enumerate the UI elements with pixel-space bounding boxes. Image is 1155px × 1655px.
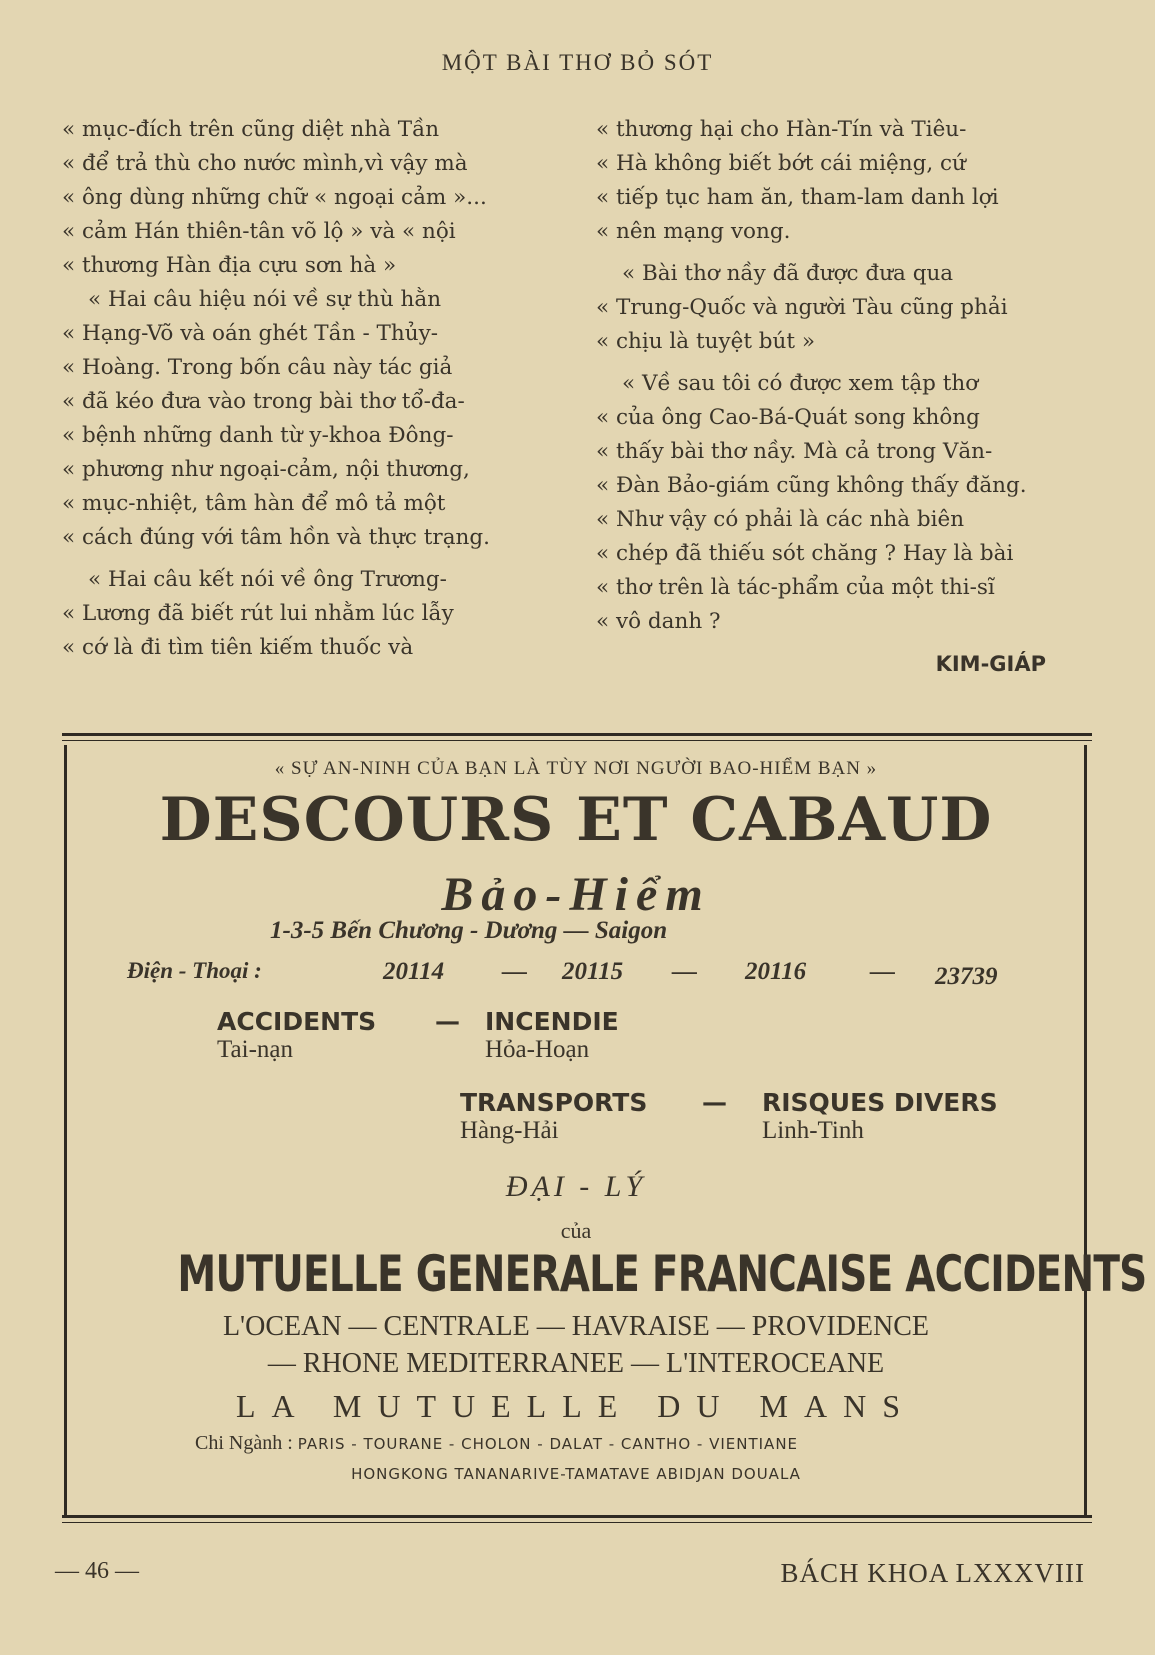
ad-slogan: « SỰ AN-NINH CỦA BẠN LÀ TÙY NƠI NGƯỜI BAO-HIỂM BẠN » — [274, 758, 878, 779]
ad-brand-name: DESCOURS ET CABAUD — [159, 785, 993, 855]
ad-bottom-rule-inner — [62, 1522, 1092, 1523]
ad-category-transports — [460, 1088, 647, 1145]
text-line: « mục-đích trên cũng diệt nhà Tần — [62, 117, 440, 142]
text-line: « thương Hàn địa cựu sơn hà » — [62, 253, 397, 278]
category-fr: RISQUES DIVERS — [762, 1088, 998, 1117]
category-vn: Hỏa-Hoạn — [485, 1036, 590, 1063]
left-text-column — [62, 113, 562, 665]
text-line: « bệnh những danh từ y-khoa Đông- — [62, 423, 454, 448]
text-line: « thấy bài thơ nầy. Mà cả trong Văn- — [596, 439, 993, 464]
text-line: « Bài thơ nầy đã được đưa qua — [622, 261, 954, 286]
text-line: « phương như ngoại-cảm, nội thương, — [62, 457, 470, 482]
text-line: « Hai câu hiệu nói về sự thù hằn — [88, 287, 442, 312]
text-line: « Hạng-Võ và oán ghét Tần - Thủy- — [62, 321, 438, 346]
ad-phone-sep: — — [672, 958, 697, 985]
branches-label: Chi Ngành : — [195, 1432, 293, 1454]
text-line: « ông dùng những chữ « ngoại cảm »... — [62, 185, 487, 210]
text-line: « của ông Cao-Bá-Quát song không — [596, 405, 980, 430]
text-line: « Lương đã biết rút lui nhằm lúc lẫy — [62, 601, 454, 626]
ad-phone: 20115 — [562, 958, 624, 985]
magazine-issue: BÁCH KHOA LXXXVIII — [780, 1558, 1085, 1588]
text-line: « Hoàng. Trong bốn câu này tác giả — [62, 355, 453, 380]
ad-phone-sep: — — [870, 958, 895, 985]
ad-company-name: MUTUELLE GENERALE FRANCAISE ACCIDENTS — [177, 1245, 1147, 1303]
text-line: « cách đúng với tâm hồn và thực trạng. — [62, 525, 490, 550]
author-signature: KIM-GIÁP — [935, 652, 1046, 676]
ad-phone: 20116 — [745, 958, 807, 985]
text-line: « thơ trên là tác-phẩm của một thi-sĩ — [596, 575, 995, 600]
category-fr: TRANSPORTS — [460, 1088, 648, 1117]
ad-companies-line: L'OCEAN — CENTRALE — HAVRAISE — PROVIDENCE — [222, 1311, 930, 1342]
ad-companies-line: LA MUTUELLE DU MANS — [236, 1388, 916, 1424]
category-vn: Linh-Tinh — [762, 1117, 864, 1144]
text-line: « cảm Hán thiên-tân võ lộ » và « nội — [62, 219, 456, 244]
category-fr: INCENDIE — [485, 1007, 619, 1036]
ad-phone-sep: — — [502, 958, 527, 985]
text-line: « nên mạng vong. — [596, 219, 791, 244]
ad-branches — [195, 1432, 798, 1455]
insurance-advertisement — [65, 745, 1147, 1517]
ad-branches-line2: HONGKONG TANANARIVE-TAMATAVE ABIDJAN DOUALA — [351, 1465, 801, 1483]
ad-phone: 23739 — [935, 963, 998, 990]
text-line: « Hai câu kết nói về ông Trương- — [88, 567, 447, 592]
text-line: « Đàn Bảo-giám cũng không thấy đăng. — [596, 473, 1027, 498]
ad-companies-line: — RHONE MEDITERRANEE — L'INTEROCEANE — [267, 1348, 885, 1379]
text-line: « Về sau tôi có được xem tập thơ — [622, 371, 979, 396]
ad-category-incendie — [485, 1007, 619, 1064]
text-line: « để trả thù cho nước mình,vì vậy mà — [62, 151, 468, 176]
text-line: « chịu là tuyệt bút » — [596, 329, 816, 354]
ad-category-sep: — — [435, 1007, 460, 1036]
text-line: « Trung-Quốc và người Tàu cũng phải — [596, 295, 1008, 320]
running-header: MỘT BÀI THƠ BỎ SÓT — [441, 50, 714, 75]
ad-category-risques — [762, 1088, 998, 1145]
category-vn: Tai-nạn — [217, 1036, 293, 1063]
ad-top-rule — [62, 733, 1092, 736]
ad-address: 1-3-5 Bến Chương - Dương — Saigon — [270, 917, 668, 944]
branches-cities: PARIS - TOURANE - CHOLON - DALAT - CANTHO - VIENTIANE — [297, 1435, 799, 1453]
text-line: « đã kéo đưa vào trong bài thơ tổ-đa- — [62, 389, 465, 414]
ad-category-accidents — [217, 1007, 376, 1064]
ad-agent-label: ĐẠI - LÝ — [505, 1170, 647, 1203]
text-line: « cớ là đi tìm tiên kiếm thuốc và — [62, 635, 414, 660]
text-line: « tiếp tục ham ăn, tham-lam danh lợi — [596, 185, 999, 210]
text-line: « vô danh ? — [596, 609, 721, 634]
ad-phone-label: Điện - Thoại : — [127, 958, 262, 983]
text-line: « mục-nhiệt, tâm hàn để mô tả một — [62, 491, 446, 516]
right-text-column — [596, 113, 1096, 681]
text-line: « Như vậy có phải là các nhà biên — [596, 507, 965, 532]
ad-subtitle: Bảo-Hiểm — [441, 868, 711, 921]
ad-category-sep: — — [702, 1088, 727, 1117]
category-fr: ACCIDENTS — [217, 1007, 377, 1036]
text-line: « chép đã thiếu sót chăng ? Hay là bài — [596, 541, 1014, 566]
ad-phone: 20114 — [383, 958, 445, 985]
text-line: « Hà không biết bớt cái miệng, cứ — [596, 151, 966, 176]
text-line: « thương hại cho Hàn-Tín và Tiêu- — [596, 117, 967, 142]
ad-of-label: của — [560, 1218, 592, 1243]
page-number: — 46 — — [55, 1558, 139, 1584]
ad-top-rule-inner — [62, 740, 1092, 741]
category-vn: Hàng-Hải — [460, 1117, 559, 1144]
